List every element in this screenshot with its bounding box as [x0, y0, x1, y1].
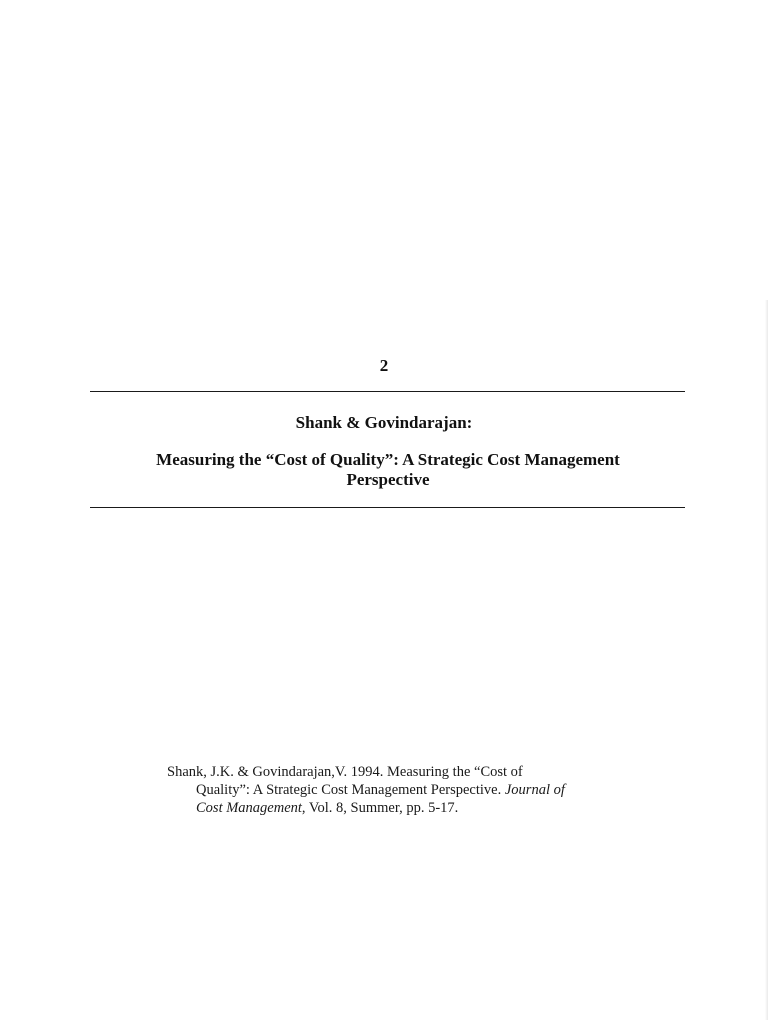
chapter-title-line-2: Perspective [346, 470, 430, 489]
chapter-title-line-1: Measuring the “Cost of Quality”: A Strategic Cost Management [156, 450, 620, 469]
citation-journal-name-part-1: Journal of [504, 782, 565, 798]
citation-journal-name-part-2: Cost Management [196, 800, 302, 816]
citation-line-3 [167, 799, 627, 817]
chapter-number: 2 [379, 356, 389, 375]
source-citation [167, 763, 627, 817]
citation-line-2 [167, 781, 627, 799]
citation-line-2-text: Quality”: A Strategic Cost Management Perspective. [196, 782, 505, 798]
chapter-authors: Shank & Govindarajan: [295, 413, 473, 432]
citation-line-3-text: , Vol. 8, Summer, pp. 5-17. [301, 800, 459, 816]
bottom-rule [90, 507, 685, 508]
top-rule [90, 391, 685, 392]
chapter-title [110, 450, 666, 490]
citation-line-1: Shank, J.K. & Govindarajan,V. 1994. Measuring the “Cost of [167, 764, 523, 780]
